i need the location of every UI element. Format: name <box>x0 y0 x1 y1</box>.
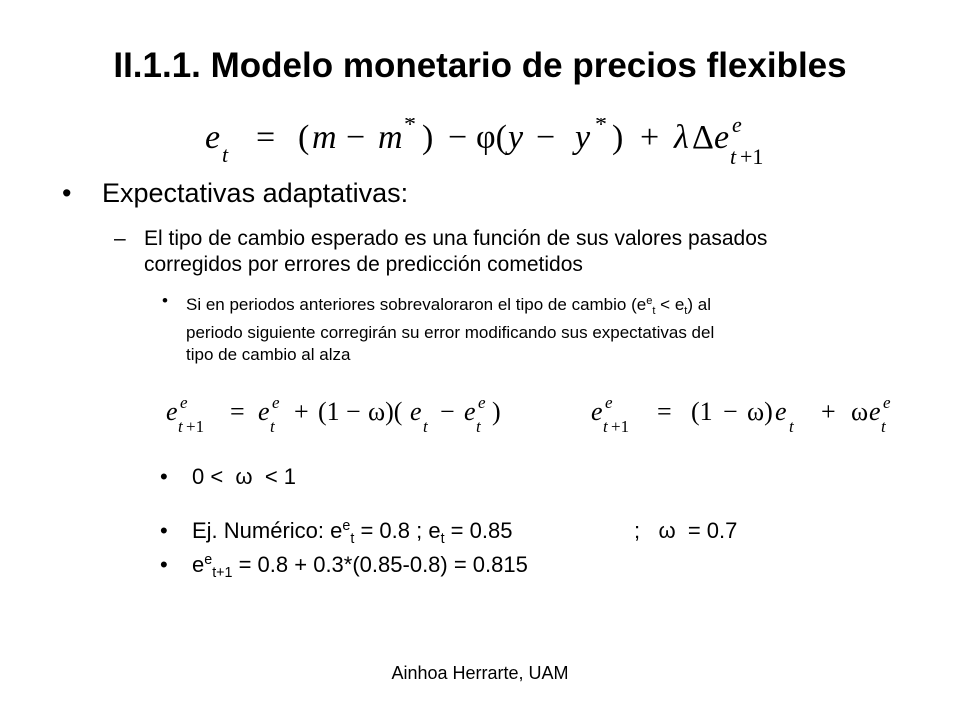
svg-text:e: e <box>258 397 270 426</box>
svg-text:e: e <box>464 397 476 426</box>
svg-text:+: + <box>821 397 836 426</box>
svg-text:+1: +1 <box>740 144 764 169</box>
sub-bullet-text: El tipo de cambio esperado es una función de sus valores pasados corregidos por errores de predicción cometidos <box>144 227 768 276</box>
svg-text:): ) <box>422 119 434 156</box>
svg-text:Δ: Δ <box>692 119 714 156</box>
slide-title: II.1.1. Modelo monetario de precios flexibles <box>113 46 847 85</box>
svg-text:(1: (1 <box>318 397 340 426</box>
svg-text:+1: +1 <box>611 417 630 436</box>
svg-text:e: e <box>410 397 422 426</box>
svg-text:e: e <box>591 397 603 426</box>
svg-text:+1: +1 <box>186 417 205 436</box>
svg-text:e: e <box>166 397 178 426</box>
svg-text:t: t <box>789 417 794 436</box>
svg-text:+: + <box>640 119 660 156</box>
omega-value: ; ω = 0.7 <box>634 518 738 543</box>
svg-text:y: y <box>575 119 591 156</box>
footer-author: Ainhoa Herrarte, UAM <box>391 663 569 683</box>
svg-text:t: t <box>423 417 428 436</box>
bullet-dot: • <box>62 178 72 208</box>
svg-text:e: e <box>205 119 221 156</box>
svg-text:(: ( <box>298 119 310 156</box>
bullet-dot: • <box>160 518 168 543</box>
svg-text:φ(: φ( <box>476 119 507 156</box>
svg-text:t: t <box>476 417 481 436</box>
svg-text:−: − <box>723 397 738 426</box>
svg-text:ω: ω <box>851 397 869 426</box>
svg-text:=: = <box>230 397 245 426</box>
bullet-text: 0 < ω < 1 <box>192 464 297 489</box>
svg-text:=: = <box>256 119 276 156</box>
svg-text:−: − <box>448 119 468 156</box>
dash-marker: – <box>114 227 126 250</box>
svg-text:e: e <box>869 397 881 426</box>
svg-text:e: e <box>478 394 486 412</box>
svg-text:ω): ω) <box>747 397 773 426</box>
svg-text:−: − <box>440 397 455 426</box>
bullet-dot: • <box>162 291 168 310</box>
svg-text:+: + <box>294 397 309 426</box>
equation-right-svg <box>585 394 915 446</box>
main-equation <box>200 118 780 168</box>
svg-text:t: t <box>730 144 737 169</box>
svg-text:e: e <box>775 397 787 426</box>
svg-text:=: = <box>657 397 672 426</box>
main-equation-svg <box>200 118 780 172</box>
bullet-text: Ej. Numérico: $e^e_t = 0.8$ ; $e_t = 0.85$ <box>192 518 513 547</box>
bullet-dot: • <box>160 464 168 489</box>
svg-text:t: t <box>603 417 608 436</box>
svg-text:(1: (1 <box>691 397 713 426</box>
svg-text:y: y <box>508 119 524 156</box>
svg-text:t: t <box>881 417 886 436</box>
svg-text:ω)(: ω)( <box>368 397 403 426</box>
svg-text:e: e <box>883 394 891 412</box>
svg-text:e: e <box>732 118 742 137</box>
svg-text:λ: λ <box>674 119 689 156</box>
equation-right <box>585 394 915 451</box>
svg-text:−: − <box>346 119 366 156</box>
svg-text:m: m <box>312 119 337 156</box>
svg-text:m: m <box>378 119 403 156</box>
svg-text:): ) <box>492 397 501 426</box>
sub-sub-bullet-text: Si en periodos anteriores sobrevaloraron el tipo de cambio $(e^e_t < e_t)$ al periodo siguiente corregirán su error modificando sus expectativas del tipo de cambio al alza <box>186 295 715 364</box>
svg-text:t: t <box>270 417 275 436</box>
svg-text:e: e <box>180 394 188 412</box>
svg-text:t: t <box>178 417 183 436</box>
equation-left-svg <box>160 394 520 446</box>
svg-text:t: t <box>222 142 229 167</box>
svg-text:): ) <box>612 119 624 156</box>
svg-text:*: * <box>404 118 416 138</box>
svg-text:−: − <box>346 397 361 426</box>
svg-text:*: * <box>595 118 607 138</box>
equation-left <box>160 394 520 451</box>
bullet-dot: • <box>160 552 168 577</box>
svg-text:e: e <box>605 394 613 412</box>
svg-text:−: − <box>536 119 556 156</box>
bullet-text: Expectativas adaptativas: <box>102 178 409 208</box>
bullet-text: $e^e_{t+1} = 0.8 + 0.3*(0.85-0.8) = 0.815$ <box>192 552 528 581</box>
svg-text:e: e <box>714 119 730 156</box>
svg-text:e: e <box>272 394 280 412</box>
